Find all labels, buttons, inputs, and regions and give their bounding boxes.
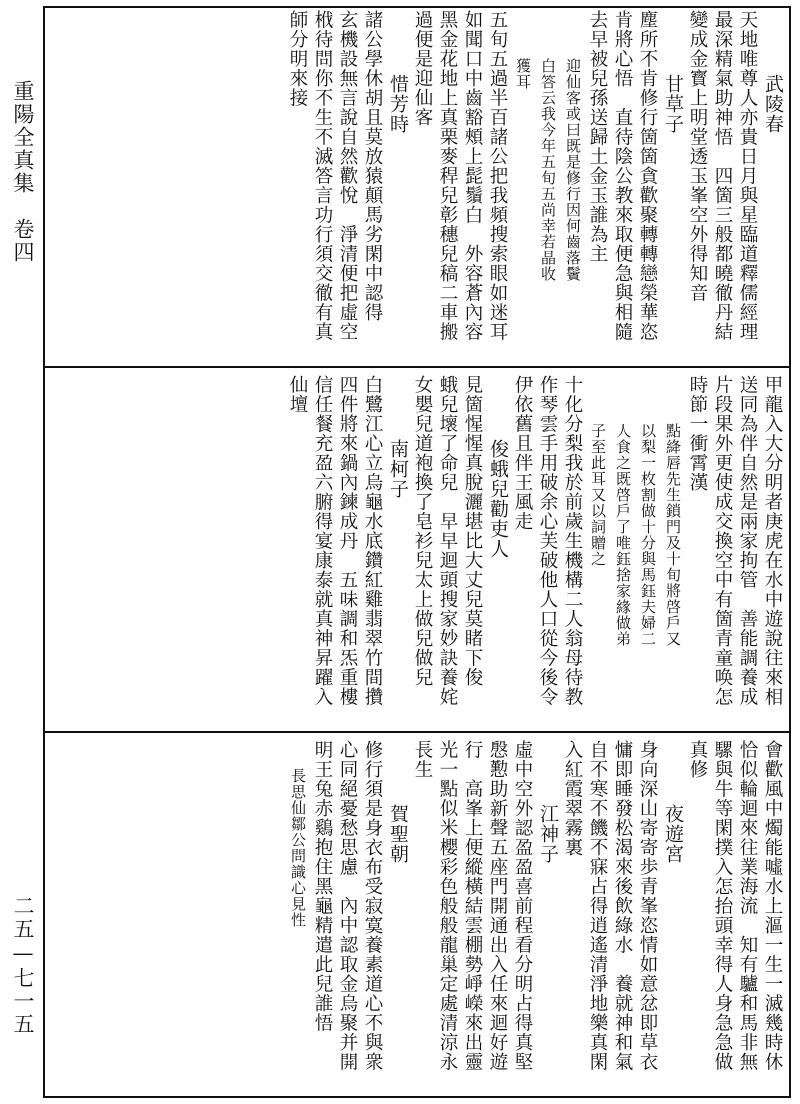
running-title: 重陽全真集 卷四 [11, 80, 35, 264]
text-column: 送同為伴自然是兩家拘管 善能調養成 [737, 375, 758, 707]
text-column: 師分明來接 [287, 10, 308, 108]
text-column: 五旬五過半百諸公把我頻搜索眼如迷耳 [487, 10, 508, 342]
text-column: 四件將來鍋內鍊成丹 五味調和炁重樓 [337, 375, 358, 707]
text-column: 去早被兒孫送歸土金玉誰為主 [587, 10, 608, 264]
text-column: 獲耳 [514, 58, 532, 90]
text-column: 明王兔赤鷄抱住黑龜精遣此兒誰悟 [312, 740, 333, 1033]
text-column: 變成金寳上明堂透玉峯空外得知音 [687, 10, 708, 303]
text-column: 玄機設無言說自然歡悅 淨清便把虛空 [337, 10, 358, 342]
text-column: 江神子 [537, 804, 559, 864]
text-column: 自不寒不饑不寐占得逍遙清淨地樂真閑 [587, 740, 608, 1072]
text-column: 如聞口中齒豁頰上髭鬚白 外容蒼內容 [462, 10, 483, 342]
text-column: 光一點似米櫻彩色般般龍巢定處清涼永 [437, 740, 458, 1072]
text-column: 長思仙鄒公問識心見性 [289, 768, 307, 928]
panel-divider [43, 731, 791, 733]
text-column: 修行須是身衣布受寂寞養素道心不與衆 [362, 740, 383, 1072]
text-column: 俊蛾兒勸吏人 [487, 439, 509, 559]
text-column: 身向深山寄寄歩青峯恣情如意忿即草衣 [637, 740, 658, 1072]
text-column: 蛾兒壞了命兒 早早迴頭搜家妙訣養姹 [437, 375, 458, 707]
text-column: 片段果外更使成交換空中有箇青童唤怎 [712, 375, 733, 707]
text-column: 最深精氣助神悟 四箇三般都曉徹丹結 [712, 10, 733, 342]
panel-divider [43, 366, 791, 368]
text-column: 女嬰兒道袍換了皂衫兒太上做兒做兒 [412, 375, 433, 687]
text-column: 人食之既啓戶了唯鈺捨家緣做弟 [614, 423, 632, 647]
page-number: 二五—七一五 [11, 895, 35, 1036]
text-column: 仙壇 [287, 375, 308, 414]
text-column: 過便是迎仙客 [412, 10, 433, 127]
text-column: 恰似輪迴來往業海流 知有驢和馬非無 [737, 740, 758, 1072]
text-column: 惜芳時 [387, 74, 409, 134]
text-column: 虛中空外認盈盈喜前程看分明占得真堅 [512, 740, 533, 1072]
text-column: 黑金花地上真栗麥稈兒彰穗兒稿二車搬 [437, 10, 458, 342]
text-column: 真修 [687, 740, 708, 779]
text-column: 甲龍入大分明者庚虎在水中遊說往來相 [762, 375, 783, 707]
text-column: 武陵春 [762, 74, 784, 134]
text-column: 入紅霞翠霧裏 [562, 740, 583, 857]
text-column: 諸公學休胡且莫放猿顛馬劣閑中認得 [362, 10, 383, 322]
text-column: 十化分梨我於前歲生機構二人翁母待教 [562, 375, 583, 707]
text-column: 伊依舊且伴王風走 [512, 375, 533, 531]
text-column: 騾與牛等閑撲入怎抬頭幸得人身急急做 [712, 740, 733, 1072]
text-column: 作琴雲手用破余心芙破他人口從今後令 [537, 375, 558, 707]
text-column: 心同絕憂愁思慮 內中認取金烏聚并開 [337, 740, 358, 1072]
text-column: 行 高峯上便縱橫結雲棚勢崢嶸來出靈 [462, 740, 483, 1072]
text-column: 白答云我今年五旬五尚幸若晶收 [539, 58, 557, 282]
text-panel-middle [50, 375, 785, 729]
text-column: 時節一衝霄漢 [687, 375, 708, 492]
text-column: 子至此耳又以詞贈之 [589, 423, 607, 567]
text-panel-top [50, 10, 785, 364]
text-column: 夜遊宮 [662, 804, 684, 864]
text-column: 以梨一枚割做十分與馬鈺夫婦二 [639, 423, 657, 647]
text-column: 迎仙客或曰既是修行因何齒落鬢 [564, 58, 582, 282]
text-column: 南柯子 [387, 439, 409, 499]
text-column: 點絳唇先生鎖門及十旬將啓戶又 [664, 423, 682, 647]
text-column: 慵即睡發松渴來後飲綠水 養就神和氣 [612, 740, 633, 1072]
text-column: 肯將心悟 直待陰公教來取便急與相隨 [612, 10, 633, 342]
text-column: 白鷺江心立烏龜水底鑽紅雞翡翠竹間攢 [362, 375, 383, 707]
text-column: 見箇惺惺真脫灑堪比大丈兒莫睹下俊 [462, 375, 483, 687]
text-column: 會歡風中燭能噓水上漚一生一滅幾時休 [762, 740, 783, 1072]
text-column: 賀聖朝 [387, 804, 409, 864]
text-column: 長生 [412, 740, 433, 779]
text-column: 慇懃助新聲五座門開通出入任來迴好遊 [487, 740, 508, 1072]
text-column: 塵所不肯修行箇箇貪歡聚轉轉戀榮華恣 [637, 10, 658, 342]
text-column: 信任餐充盈六腑得宴康泰就真神昇躍入 [312, 375, 333, 707]
text-column: 甘草子 [662, 74, 684, 134]
text-column: 天地唯尊人亦貴日月與星臨道釋儒經理 [737, 10, 758, 342]
text-panel-bottom [50, 740, 785, 1094]
text-column: 栰待問你不生不滅答言功行須交徹有真 [312, 10, 333, 342]
